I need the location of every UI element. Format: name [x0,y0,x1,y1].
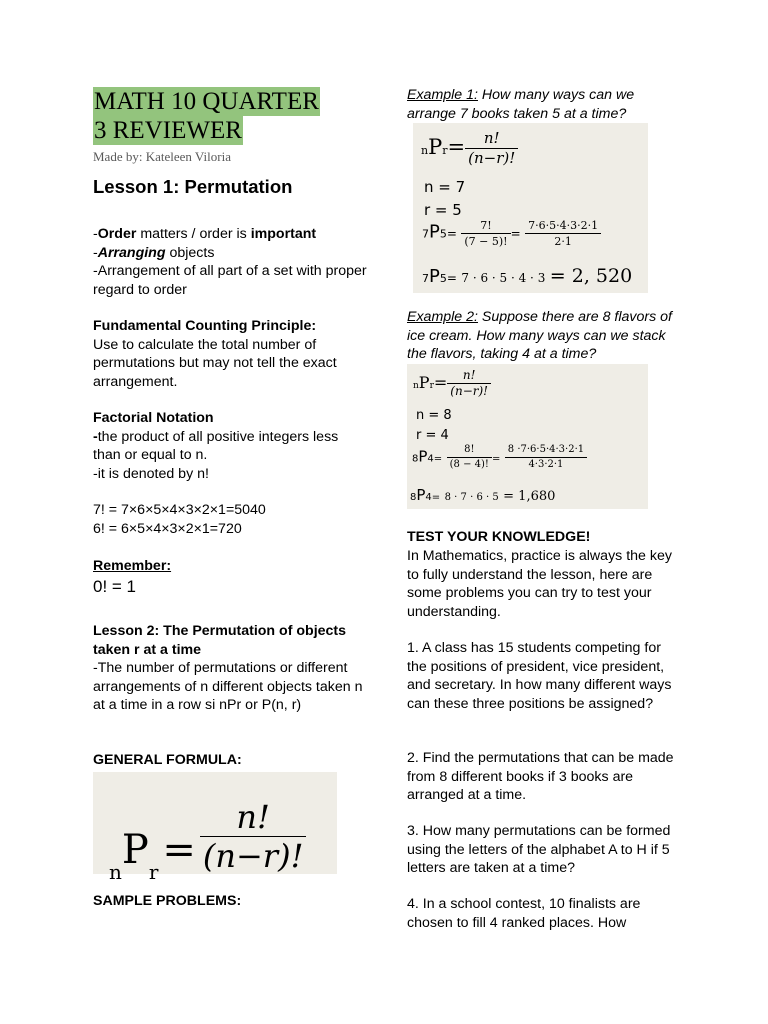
fcp-text: Use to calculate the total number of permutations but may not tell the exact arrangement. [93,336,337,390]
document-title [93,87,320,145]
title-line-1: MATH 10 QUARTER [94,88,319,115]
question-2: 2. Find the permutations that can be made from 8 different books if 3 books are arranged at a time. [407,750,674,803]
example1-r: r = 5 [424,201,462,219]
bullet-order: -Order matters / order is important [93,226,317,242]
factorial-section [93,409,368,483]
fcp-heading: Fundamental Counting Principle: [93,318,317,334]
example2-formula: nPr= $\frac{n!}{(n-r)!}$ [413,368,491,399]
remember-heading: Remember: [93,558,172,574]
question-1: 1. A class has 15 students competing for the positions of president, vice president, and secretary. In how many different ways can these three positions be assigned? [407,640,672,712]
lesson2-heading: Lesson 2: The Permutation of objects taken r at a time [93,623,347,658]
example1-prompt: Example 1: How many ways can we arrange 7 books taken 5 at a time? [407,87,635,122]
example1-formula: nPr= $\frac{n!}{(n-r)!}$ [421,129,518,168]
example2-prompt: Example 2: Suppose there are 8 flavors of ice cream. How many ways can we stack the flavors, taking 4 at a time? [407,309,672,362]
fcp-section [93,317,368,391]
example2-r: r = 4 [416,428,449,443]
factorial-example-7: 7! = 7×6×5×4×3×2×1=5040 [93,502,266,518]
factorial-heading: Factorial Notation [93,410,214,426]
factorial-example-6: 6! = 6×5×4×3×2×1=720 [93,520,242,537]
lesson2-text: -The number of permutations or different arrangements of n different objects taken n at a time in a row si nPr or P(n, r) [93,660,363,713]
title-line-2: 3 REVIEWER [94,117,242,144]
example1-solution-image [413,123,648,293]
example1-result: 7P5= 7 · 6 · 5 · 4 · 3 = 2, 520 [422,265,633,287]
lesson1-heading: Lesson 1: Permutation [93,176,293,197]
general-formula: $_nP_r$ = $\frac{n!}{(n-r)!}$ [109,798,306,884]
example1-n: n = 7 [424,178,466,196]
lesson1-bullets [93,225,368,299]
factorial-bullet-2: -it is denoted by n! [93,465,209,482]
example2-step: 8P4= $\frac{8!}{(8 - 4)!}$ = $\frac{8 \cdot 7\cdot 6\cdot 5\cdot 4\cdot 3\cdot 2\cdot 1}{4\cdot 3\cdot 2\cdot 1}$ [412,443,587,472]
sample-problems-label: SAMPLE PROBLEMS: [93,893,242,909]
question-4: 4. In a school contest, 10 finalists are chosen to fill 4 ranked places. How [407,896,641,931]
example2-n: n = 8 [416,408,452,423]
factorial-examples [93,501,368,538]
example2-solution-image [407,364,648,509]
factorial-bullet-1: -the product of all positive integers less than or equal to n. [93,428,339,463]
general-formula-label: GENERAL FORMULA: [93,752,242,768]
example1-step: 7P5= $\frac{7!}{(7 - 5)!}$ = $\frac{7\cdot 6\cdot 5\cdot 4\cdot 3\cdot 2\cdot 1}{2\cdot 1}$ [422,218,601,249]
general-formula-image [93,772,337,884]
author-credit: Made by: Kateleen Viloria [93,149,231,164]
test-heading: TEST YOUR KNOWLEDGE! [407,529,591,545]
example2-result: 8P4= 8 · 7 · 6 · 5 = 1,680 [410,486,556,504]
remember-value: 0! = 1 [93,577,137,596]
test-intro: In Mathematics, practice is always the key to fully understand the lesson, here are some problems you can try to test your understanding. [407,548,672,620]
bullet-arrangement: -Arrangement of all part of a set with proper regard to order [93,263,367,298]
question-3: 3. How many permutations can be formed using the letters of the alphabet A to H if 5 letters are taken at a time? [407,823,671,876]
bullet-arranging: -Arranging objects [93,244,215,261]
